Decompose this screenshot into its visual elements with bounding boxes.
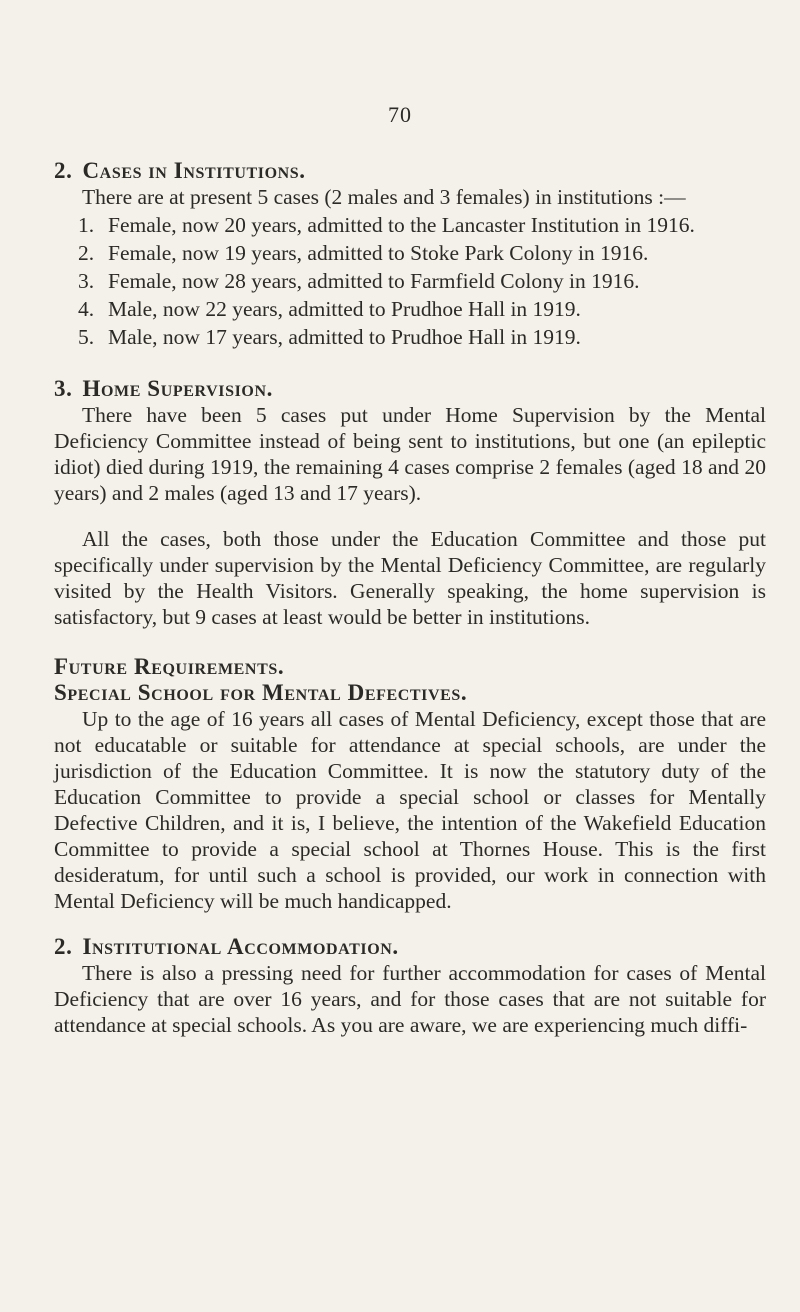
list-item	[54, 296, 766, 322]
page-content	[54, 158, 766, 1038]
list-item-text: Female, now 19 years, admitted to Stoke Park Colony in 1916.	[108, 241, 649, 265]
list-item-text: Female, now 20 years, admitted to the Lancaster Institution in 1916.	[108, 213, 695, 237]
list-item-number: 2.	[78, 241, 95, 265]
list-item-number: 5.	[78, 325, 95, 349]
home-supervision-paragraph-2: All the cases, both those under the Education Committee and those put specifically under supervision by the Mental Deficiency Committee, are regularly visited by the Health Visitors. Generally speaking, the home supervision is satisfactory, but 9 cases at least would be better in institutions.	[54, 527, 766, 629]
section-number: 2.	[54, 158, 73, 183]
section-number: 2.	[54, 934, 73, 959]
special-school-subheading: Special School for Mental Defectives.	[54, 680, 468, 705]
list-item-text: Male, now 17 years, admitted to Prudhoe Hall in 1919.	[108, 325, 581, 349]
home-supervision-paragraph-1: There have been 5 cases put under Home Supervision by the Mental Deficiency Committee instead of being sent to institutions, but one (an epileptic idiot) died during 1919, the remaining 4 cases comprise 2 females (aged 18 and 20 years) and 2 males (aged 13 and 17 years).	[54, 403, 766, 505]
section-heading-cases-in-institutions	[54, 158, 766, 184]
cases-intro-paragraph: There are at present 5 cases (2 males and 3 females) in institutions :—	[82, 185, 686, 209]
list-item	[54, 212, 766, 238]
cases-list	[54, 212, 766, 350]
institutional-accommodation-paragraph: There is also a pressing need for further accommodation for cases of Mental Deficiency that are over 16 years, and for those cases that are not suitable for attendance at special schools. As you are aware, we are experiencing much diffi-	[54, 961, 766, 1037]
section-heading-home-supervision	[54, 376, 766, 402]
list-item-text: Male, now 22 years, admitted to Prudhoe Hall in 1919.	[108, 297, 581, 321]
list-item-number: 4.	[78, 297, 95, 321]
list-item-text: Female, now 28 years, admitted to Farmfield Colony in 1916.	[108, 269, 640, 293]
special-school-paragraph: Up to the age of 16 years all cases of Mental Deficiency, except those that are not educatable or suitable for attendance at special schools, are under the jurisdiction of the Education Committee. It is now the statutory duty of the Education Committee to provide a special school or classes for Mentally Defective Children, and it is, I believe, the intention of the Wakefield Education Committee to provide a special school at Thornes House. This is the first desideratum, for until such a school is provided, our work in connection with Mental Deficiency will be much handicapped.	[54, 707, 766, 913]
section-number: 3.	[54, 376, 73, 401]
list-item	[54, 324, 766, 350]
list-item	[54, 240, 766, 266]
future-requirements-heading: Future Requirements.	[54, 654, 285, 679]
section-title: Institutional Accommodation.	[82, 934, 399, 959]
page-number: 70	[388, 102, 412, 127]
list-item-number: 3.	[78, 269, 95, 293]
list-item-number: 1.	[78, 213, 95, 237]
list-item	[54, 268, 766, 294]
section-title: Cases in Institutions.	[82, 158, 306, 183]
section-title: Home Supervision.	[82, 376, 273, 401]
section-heading-institutional-accommodation	[54, 934, 766, 960]
